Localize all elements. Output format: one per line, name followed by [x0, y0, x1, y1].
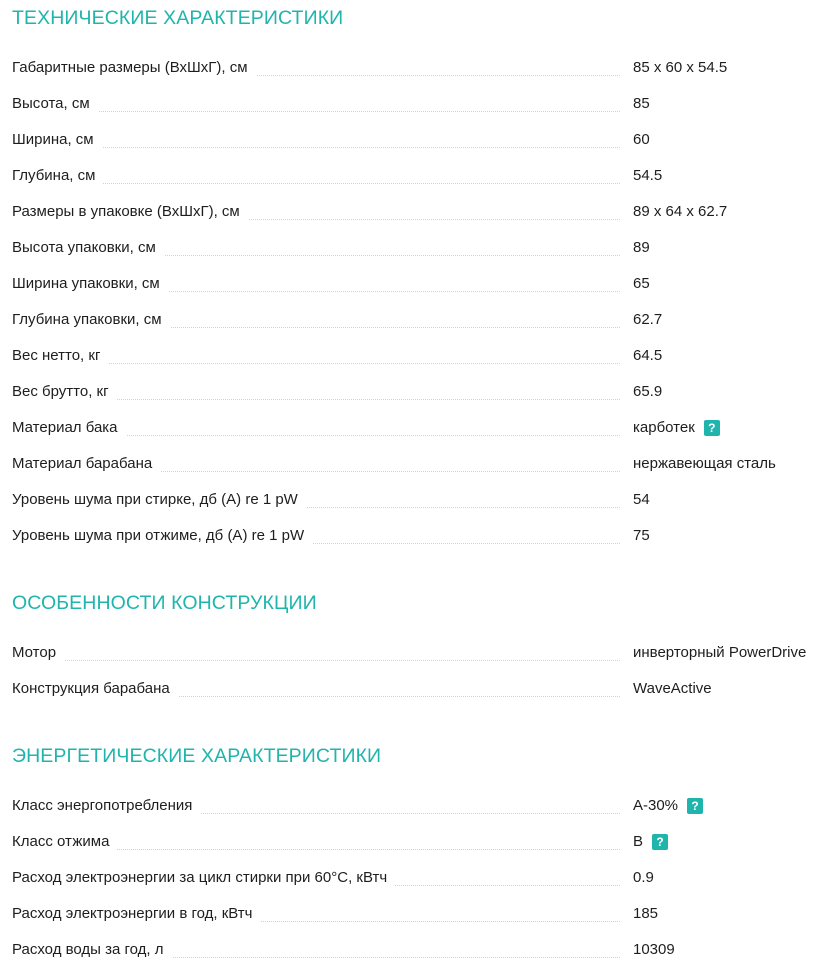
- spec-value-text: 0.9: [633, 869, 654, 886]
- spec-label: Материал бака: [12, 410, 126, 446]
- spec-label: Расход воды за год, л: [12, 932, 172, 968]
- spec-label: Глубина, см: [12, 158, 103, 194]
- spec-value-text: 54: [633, 491, 650, 508]
- spec-label: Высота упаковки, см: [12, 230, 164, 266]
- spec-label: Конструкция барабана: [12, 671, 178, 707]
- spec-row-overall-dimensions: [0, 50, 728, 86]
- spec-label: Вес брутто, кг: [12, 374, 117, 410]
- spec-value-text: 75: [633, 527, 650, 544]
- spec-value: [633, 932, 675, 968]
- section-design-features: [0, 585, 807, 707]
- spec-list-technical: [0, 50, 776, 554]
- spec-value-text: B: [633, 833, 644, 850]
- spec-value: [633, 374, 662, 410]
- spec-row-package-dimensions: [0, 194, 728, 230]
- spec-value: [633, 635, 806, 671]
- spec-label: Ширина упаковки, см: [12, 266, 168, 302]
- spec-row-package-width: [0, 266, 650, 302]
- spec-value-text: 60: [633, 131, 650, 148]
- spec-value: [633, 158, 662, 194]
- spec-value: [633, 230, 650, 266]
- spec-value-text: 54.5: [633, 167, 663, 184]
- spec-label: Класс отжима: [12, 824, 117, 860]
- spec-label: Уровень шума при стирке, дб (А) re 1 pW: [12, 482, 306, 518]
- section-title-energy: ЭНЕРГЕТИЧЕСКИЕ ХАРАКТЕРИСТИКИ: [12, 745, 382, 767]
- section-title-design: ОСОБЕННОСТИ КОНСТРУКЦИИ: [12, 592, 317, 614]
- section-energy-specs: [0, 738, 699, 968]
- section-title-technical: ТЕХНИЧЕСКИЕ ХАРАКТЕРИСТИКИ: [12, 7, 344, 29]
- spec-value: [633, 671, 712, 707]
- spec-row-motor: [0, 635, 807, 671]
- spec-label: Уровень шума при отжиме, дб (А) re 1 pW: [12, 518, 312, 554]
- spec-row-spin-class: [0, 824, 664, 860]
- spec-label: Класс энергопотребления: [12, 788, 200, 824]
- spec-value-text: 85 x 60 x 54.5: [633, 59, 728, 76]
- spec-value: [633, 266, 650, 302]
- spec-row-depth: [0, 158, 663, 194]
- spec-value-text: 89 x 64 x 62.7: [633, 203, 728, 220]
- spec-label: Расход электроэнергии в год, кВтч: [12, 896, 260, 932]
- help-icon[interactable]: ?: [652, 834, 668, 850]
- spec-label: Глубина упаковки, см: [12, 302, 170, 338]
- spec-value-text: инверторный PowerDrive: [633, 644, 807, 661]
- spec-row-width: [0, 122, 650, 158]
- spec-value-text: нержавеющая сталь: [633, 455, 776, 472]
- spec-row-energy-class: [0, 788, 699, 824]
- spec-value-text: 85: [633, 95, 650, 112]
- spec-value: [633, 86, 650, 122]
- spec-row-spin-noise: [0, 518, 650, 554]
- spec-row-water-per-year: [0, 932, 675, 968]
- spec-label: Материал барабана: [12, 446, 160, 482]
- spec-value: [633, 896, 658, 932]
- spec-value-text: WaveActive: [633, 680, 712, 697]
- spec-value: [633, 338, 662, 374]
- spec-value-text: 65.9: [633, 383, 663, 400]
- spec-value: [633, 824, 668, 860]
- spec-value: [633, 302, 662, 338]
- dotted-leader: [12, 111, 620, 112]
- spec-value: [633, 482, 650, 518]
- spec-row-energy-per-cycle: [0, 860, 654, 896]
- spec-value: [633, 860, 654, 896]
- spec-row-wash-noise: [0, 482, 650, 518]
- spec-label: Размеры в упаковке (ВхШхГ), см: [12, 194, 248, 230]
- spec-value: [633, 518, 650, 554]
- spec-label: Высота, см: [12, 86, 98, 122]
- spec-value-text: 64.5: [633, 347, 663, 364]
- spec-value-text: 10309: [633, 941, 675, 958]
- spec-list-design: [0, 635, 807, 707]
- spec-label: Мотор: [12, 635, 64, 671]
- dotted-leader: [12, 660, 620, 661]
- spec-row-height: [0, 86, 650, 122]
- spec-row-drum-design: [0, 671, 712, 707]
- spec-list-energy: [0, 788, 699, 968]
- spec-value-text: 89: [633, 239, 650, 256]
- spec-row-drum-material: [0, 446, 776, 482]
- spec-row-energy-per-year: [0, 896, 659, 932]
- help-icon[interactable]: ?: [687, 798, 703, 814]
- spec-row-package-height: [0, 230, 650, 266]
- spec-value-text: карботек: [633, 419, 695, 436]
- spec-label: Габаритные размеры (ВхШхГ), см: [12, 50, 256, 86]
- spec-row-tub-material: [0, 410, 716, 446]
- spec-value-text: 65: [633, 275, 650, 292]
- spec-value: [633, 194, 727, 230]
- spec-value-text: 185: [633, 905, 659, 922]
- spec-label: Ширина, см: [12, 122, 102, 158]
- spec-value-text: A-30%: [633, 797, 679, 814]
- spec-value: [633, 788, 703, 824]
- spec-value: [633, 410, 720, 446]
- spec-label: Расход электроэнергии за цикл стирки при 60°C, кВтч: [12, 860, 395, 896]
- spec-value: [633, 122, 650, 158]
- spec-row-net-weight: [0, 338, 663, 374]
- help-icon[interactable]: ?: [704, 420, 720, 436]
- spec-value: [633, 446, 776, 482]
- dotted-leader: [12, 147, 620, 148]
- spec-row-package-depth: [0, 302, 663, 338]
- spec-value-text: 62.7: [633, 311, 663, 328]
- spec-label: Вес нетто, кг: [12, 338, 108, 374]
- spec-row-gross-weight: [0, 374, 663, 410]
- spec-value: [633, 50, 727, 86]
